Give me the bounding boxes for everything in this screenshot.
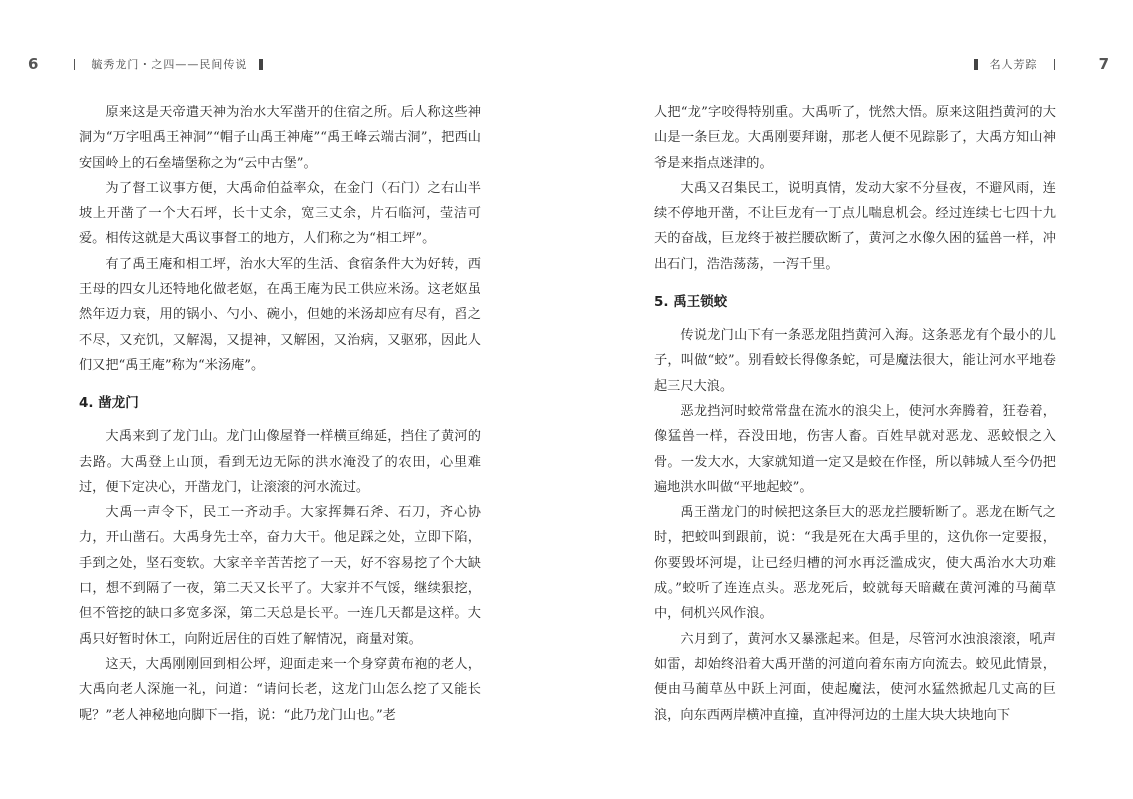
paragraph-continued: 人把“龙”字咬得特别重。大禹听了，恍然大悟。原来这阻挡黄河的大山是一条巨龙。大禹刚要拜谢，那老人便不见踪影了，大禹方知山神爷是来指点迷津的。 [654, 105, 1056, 171]
left-page-header [28, 52, 263, 76]
right-page-number: 7 [1098, 55, 1109, 73]
paragraph: 大禹来到了龙门山。龙门山像屋脊一样横亘绵延，挡住了黄河的去路。大禹登上山顶，看到无边无际的洪水淹没了的农田，心里难过，便下定决心，开凿龙门，让滚滚的河水流过。 [79, 429, 481, 495]
header-divider [74, 59, 75, 70]
left-page-number: 6 [28, 55, 39, 73]
section-heading: 5. 禹王锁蛟 [654, 294, 728, 311]
paragraph: 原来这是天帝遣天神为治水大军凿开的住宿之所。后人称这些神洞为“万字咀禹王神洞”“帽子山禹王神庵”“禹王峰云端古洞”，把西山安国岭上的石垒墙堡称之为“云中古堡”。 [79, 105, 481, 171]
paragraph: 大禹一声令下，民工一齐动手。大家挥舞石斧、石刀，齐心协力，开山凿石。大禹身先士卒，奋力大干。他足踩之处，立即下陷，手到之处，坚石变软。大家辛辛苦苦挖了一天，好不容易挖了个大缺口，想不到隔了一夜，第二天又长平了。大家并不气馁，继续狠挖，但不管挖的缺口多宽多深，第二天总是长平。一连几天都是这样。大禹只好暂时休工，向附近居住的百姓了解情况，商量对策。 [79, 505, 481, 647]
paragraph: 有了禹王庵和相工坪，治水大军的生活、食宿条件大为好转，西王母的四女儿还特地化做老妪，在禹王庵为民工供应米汤。这老妪虽然年迈力衰，用的锅小、勺小、碗小，但她的米汤却应有尽有，舀之不尽，又充饥，又解渴，又提神，又解困，又治病，又驱邪，因此人们又把“禹王庵”称为“米汤庵”。 [79, 256, 481, 373]
paragraph: 传说龙门山下有一条恶龙阻挡黄河入海。这条恶龙有个最小的儿子，叫做“蛟”。别看蛟长得像条蛇，可是魔法很大，能让河水平地卷起三尺大浪。 [654, 328, 1056, 394]
right-page-header [974, 52, 1109, 76]
left-running-title: 毓秀龙门・之四——民间传说 [91, 58, 248, 71]
paragraph: 六月到了，黄河水又暴涨起来。但是，尽管河水浊浪滚滚，吼声如雷，却始终沿着大禹开凿的河道向着东南方向流去。蛟见此情景，便由马蔺草丛中跃上河面，使起魔法，使河水猛然掀起几丈高的巨浪，向东西两岸横冲直撞，直冲得河边的土崖大块大块地向下 [654, 631, 1056, 723]
header-marker [259, 59, 263, 70]
right-running-title: 名人芳踪 [989, 58, 1038, 71]
paragraph: 大禹又召集民工，说明真情，发动大家不分昼夜，不避风雨，连续不停地开凿，不让巨龙有一丁点儿喘息机会。经过连续七七四十九天的奋战，巨龙终于被拦腰砍断了，黄河之水像久困的猛兽一样，冲出石门，浩浩荡荡，一泻千里。 [654, 180, 1056, 272]
paragraph: 恶龙挡河时蛟常常盘在流水的浪尖上，使河水奔腾着，狂卷着，像猛兽一样，吞没田地，伤害人畜。百姓早就对恶龙、恶蛟恨之入骨。一发大水，大家就知道一定又是蛟在作怪，所以韩城人至今仍把遍地洪水叫做“平地起蛟”。 [654, 403, 1056, 495]
header-divider [1054, 59, 1055, 70]
section-heading: 4. 凿龙门 [79, 395, 139, 412]
header-marker [974, 59, 978, 70]
paragraph: 为了督工议事方便，大禹命伯益率众，在金门（石门）之右山半坡上开凿了一个大石坪，长十丈余，宽三丈余，片石临河，莹洁可爱。相传这就是大禹议事督工的地方，人们称之为“相工坪”。 [79, 180, 481, 247]
right-page-body [654, 100, 1056, 728]
left-page-body [79, 100, 481, 728]
paragraph: 禹王凿龙门的时候把这条巨大的恶龙拦腰斩断了。恶龙在断气之时，把蛟叫到跟前，说：“我是死在大禹手里的，这仇你一定要报，你要毁坏河堤，让已经归槽的河水再泛滥成灾，使大禹治水大功难成。”蛟听了连连点头。恶龙死后，蛟就每天暗藏在黄河滩的马蔺草中，伺机兴风作浪。 [654, 505, 1056, 622]
paragraph: 这天，大禹刚刚回到相公坪，迎面走来一个身穿黄布袍的老人，大禹向老人深施一礼，问道：“请问长老，这龙门山怎么挖了又能长呢？”老人神秘地向脚下一指，说：“此乃龙门山也。”老 [79, 656, 481, 723]
